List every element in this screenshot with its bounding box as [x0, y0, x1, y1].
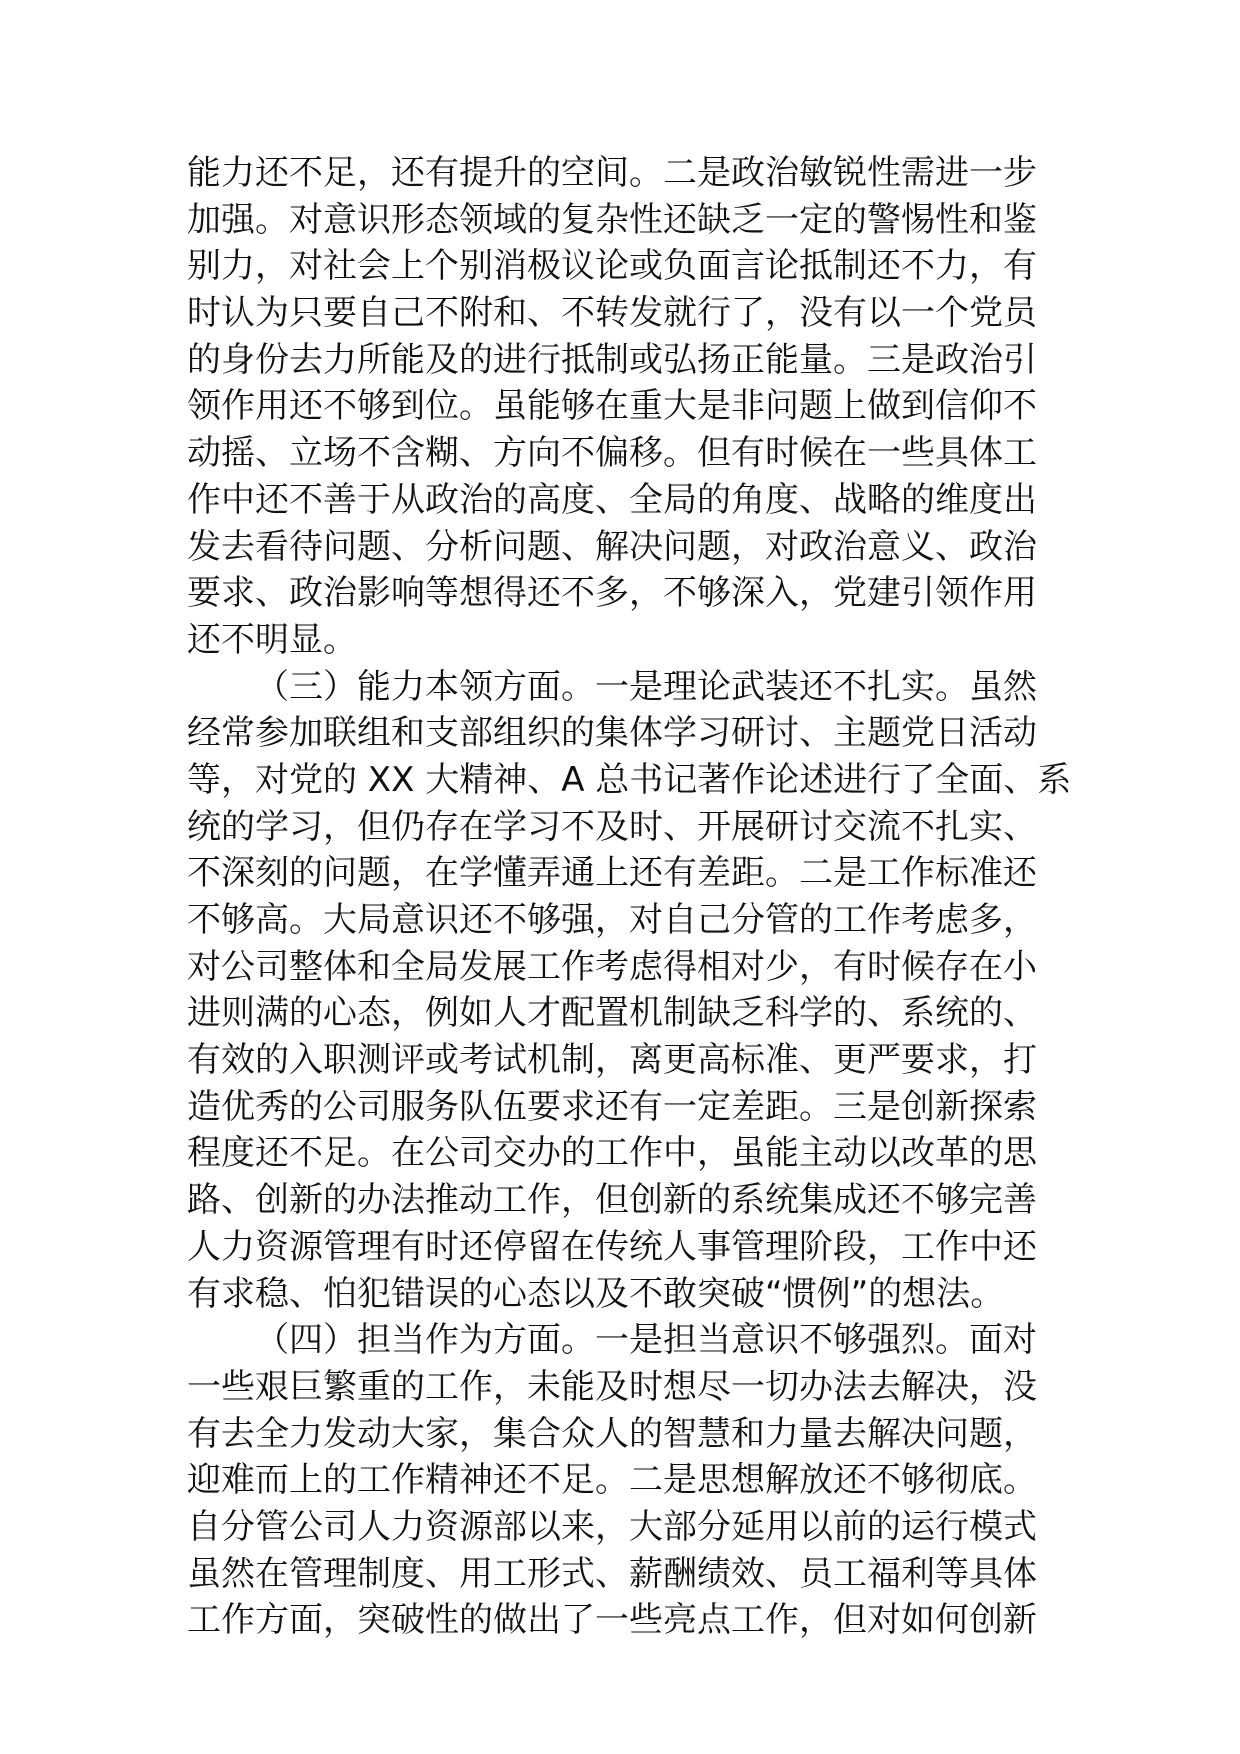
text-line: 进则满的心态，例如人才配置机制缺乏科学的、系统的、	[187, 993, 1037, 1034]
text-line: 一些艰巨繁重的工作，未能及时想尽一切办法去解决，没	[187, 1366, 1037, 1407]
text-line: 经常参加联组和支部组织的集体学习研讨、主题党日活动	[187, 713, 1037, 754]
text-line: 还不明显。	[187, 619, 357, 660]
text-line: 人力资源管理有时还停留在传统人事管理阶段，工作中还	[187, 1226, 1037, 1267]
text-line: 加强。对意识形态领域的复杂性还缺乏一定的警惕性和鉴	[187, 199, 1037, 240]
text-line: 动摇、立场不含糊、方向不偏移。但有时候在一些具体工	[187, 433, 1037, 474]
text-line: 虽然在管理制度、用工形式、薪酬绩效、员工福利等具体	[187, 1553, 1037, 1594]
document-page	[187, 150, 1072, 1641]
text-line: 工作方面，突破性的做出了一些亮点工作，但对如何创新	[187, 1600, 1037, 1641]
text-line: 自分管公司人力资源部以来，大部分延用以前的运行模式	[187, 1506, 1037, 1547]
text-line: 不够高。大局意识还不够强，对自己分管的工作考虑多，	[187, 900, 1037, 940]
text-line: 时认为只要自己不附和、不转发就行了，没有以一个党员	[187, 293, 1037, 334]
section-heading-line: （三）能力本领方面。一是理论武装还不扎实。虽然	[255, 666, 1037, 707]
text-line: 不深刻的问题，在学懂弄通上还有差距。二是工作标准还	[187, 853, 1037, 894]
text-line: 要求、政治影响等想得还不多，不够深入，党建引领作用	[187, 573, 1037, 614]
text-line: 造优秀的公司服务队伍要求还有一定差距。三是创新探索	[187, 1086, 1037, 1127]
text-line: 作中还不善于从政治的高度、全局的角度、战略的维度出	[187, 479, 1037, 520]
text-line: 能力还不足，还有提升的空间。二是政治敏锐性需进一步	[187, 153, 1037, 193]
text-line: 等，对党的 XX 大精神、A 总书记著作论述进行了全面、系	[187, 759, 1072, 800]
text-line: 有求稳、怕犯错误的心态以及不敢突破“惯例”的想法。	[187, 1273, 1005, 1314]
text-line: 有去全力发动大家，集合众人的智慧和力量去解决问题，	[187, 1413, 1037, 1454]
text-line: 别力，对社会上个别消极议论或负面言论抵制还不力，有	[187, 246, 1037, 287]
text-line: 对公司整体和全局发展工作考虑得相对少，有时候存在小	[187, 946, 1037, 987]
text-line: 迎难而上的工作精神还不足。二是思想解放还不够彻底。	[187, 1460, 1037, 1501]
text-line: 路、创新的办法推动工作，但创新的系统集成还不够完善	[187, 1180, 1037, 1221]
text-line: 程度还不足。在公司交办的工作中，虽能主动以改革的思	[187, 1133, 1037, 1174]
text-line: 有效的入职测评或考试机制，离更高标准、更严要求，打	[187, 1040, 1037, 1081]
section-heading-line: （四）担当作为方面。一是担当意识不够强烈。面对	[255, 1320, 1037, 1361]
text-line: 领作用还不够到位。虽能够在重大是非问题上做到信仰不	[187, 386, 1037, 427]
text-line: 统的学习，但仍存在学习不及时、开展研讨交流不扎实、	[187, 806, 1037, 847]
text-line: 的身份去力所能及的进行抵制或弘扬正能量。三是政治引	[187, 339, 1037, 380]
text-line: 发去看待问题、分析问题、解决问题，对政治意义、政治	[187, 526, 1037, 567]
